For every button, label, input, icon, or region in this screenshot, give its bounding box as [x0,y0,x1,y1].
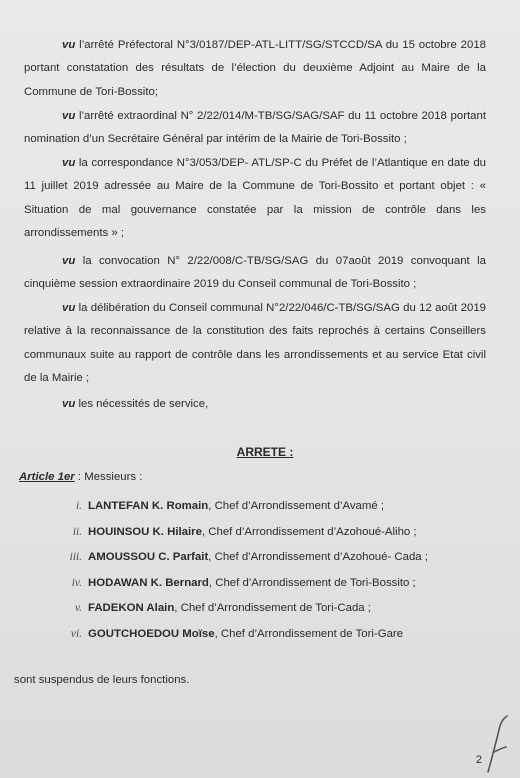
closing-statement: sont suspendus de leurs fonctions. [14,674,190,686]
article-text: : Messieurs : [74,471,143,483]
consideration-paragraph: vu les nécessités de service, [62,398,209,410]
handwritten-initial-mark [482,712,512,776]
consideration-paragraph: vu la délibération du Conseil communal N°2/22/046/C-TB/SG/SAG du 12 août 2019 relative à la reconnaissance de la constitution des faits reprochés à certains Conseillers communaux suite au rapport de contrôle dans les arrondissements et au service Etat civil de la Mairie ; [24,302,486,385]
consideration-paragraph: vu la correspondance N°3/053/DEP- ATL/SP-C du Préfet de l’Atlantique en date du 11 juillet 2019 adressée au Maire de la Commune de Tori-Bossito et portant objet : « Situation de mal gouvernance constatée par la mission de contrôle dans les arrondissements » ; [24,157,486,240]
list-item: vi. GOUTCHOEDOU Moïse, Chef d’Arrondissement de Tori-Gare [70,627,404,640]
list-item: v. FADEKON Alain, Chef d’Arrondissement de Tori-Cada ; [74,602,371,615]
consideration-paragraph: vu l’arrêté extraordinal N° 2/22/014/M-TB/SG/SAG/SAF du 11 octobre 2018 portant nomination d’un Secrétaire Général par intérim de la Mairie de Tori-Bossito ; [24,110,486,146]
consideration-paragraph: vu la convocation N° 2/22/008/C-TB/SG/SAG du 07août 2019 convoquant la cinquième session extraordinaire 2019 du Conseil communal de Tori-Bossito ; [24,255,486,291]
list-item: i. LANTEFAN K. Romain, Chef d’Arrondissement d’Avamé ; [75,500,385,512]
page-number: 2 [475,754,482,766]
list-item: ii. HOUINSOU K. Hilaire, Chef d’Arrondissement d’Azohoué-Aliho ; [72,525,417,538]
list-item: iv. HODAWAN K. Bernard, Chef d’Arrondissement de Tori-Bossito ; [71,576,416,589]
article-line [19,466,142,489]
article-label: Article 1er [19,471,75,483]
list-item: iii. AMOUSSOU C. Parfait, Chef d’Arrondissement d’Azohoué- Cada ; [69,551,428,564]
consideration-paragraph: vu l’arrêté Préfectoral N°3/0187/DEP-ATL-LITT/SG/STCCD/SA du 15 octobre 2018 portant constatation des résultats de l’élection du deuxième Adjoint au Maire de la Commune de Tori-Bossito; [24,39,486,98]
decree-heading: ARRETE : [236,445,294,459]
suspended-persons-list [54,494,428,648]
